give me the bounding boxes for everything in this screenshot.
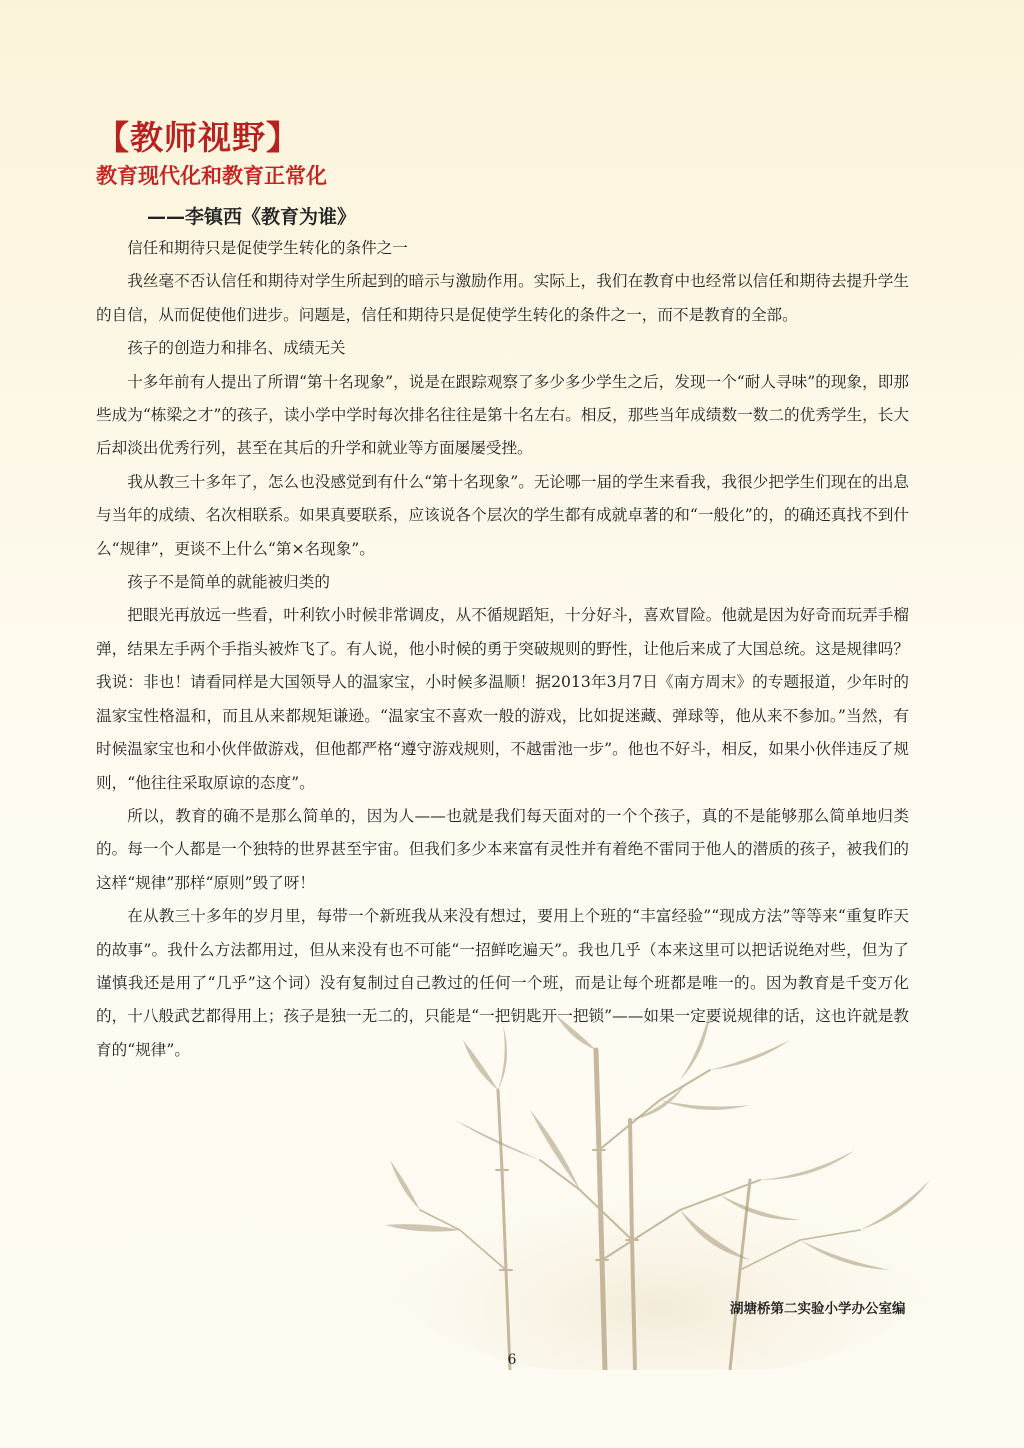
article-byline: ——李镇西《教育为谁》: [147, 206, 357, 228]
subheading-trust: 信任和期待只是促使学生转化的条件之一: [127, 239, 408, 257]
paragraph: 十多年前有人提出了所谓“第十名现象”，说是在跟踪观察了多少多少学生之后，发现一个“耐人寻味”的现象，即那些成为“栋梁之才”的孩子，读小学中学时每次排名往往是第十名左右。相反，那些当年成绩数一数二的优秀学生，长大后却淡出优秀行列，甚至在其后的升学和就业等方面屡屡受挫。: [96, 372, 909, 458]
paragraph: 在从教三十多年的岁月里，每带一个新班我从来没有想过，要用上个班的“丰富经验”“现成方法”等等来“重复昨天的故事”。我什么方法都用过，但从来没有也不可能“一招鲜吃遍天”。我也几乎（本来这里可以把话说绝对些，但为了谨慎我还是用了“几乎”这个词）没有复制过自己教过的任何一个班，而是让每个班都是唯一的。因为教育是千变万化的，十八般武艺都得用上；孩子是独一无二的，只能是“一把钥匙开一把锁”——如果一定要说规律的话，这也许就是教育的“规律”。: [96, 907, 909, 1059]
article-title: 教育现代化和教育正常化: [96, 164, 327, 188]
section-tag: 【教师视野】: [96, 118, 300, 157]
paragraph: 把眼光再放远一些看，叶利钦小时候非常调皮，从不循规蹈矩，十分好斗，喜欢冒险。他就是因为好奇而玩弄手榴弹，结果左手两个手指头被炸飞了。有人说，他小时候的勇于突破规则的野性，让他后来成了大国总统。这是规律吗？我说：非也！请看同样是大国领导人的温家宝，小时候多温顺！据2013年3月7日《南方周末》的专题报道，少年时的温家宝性格温和，而且从来都规矩谦逊。“温家宝不喜欢一般的游戏，比如捉迷藏、弹球等，他从来不参加。”当然，有时候温家宝也和小伙伴做游戏，但他都严格“遵守游戏规则，不越雷池一步”。他也不好斗，相反，如果小伙伴违反了规则，“他往往采取原谅的态度”。: [96, 606, 909, 792]
footer-credit: 湖塘桥第二实验小学办公室编: [730, 1301, 906, 1317]
paragraph: 所以，教育的确不是那么简单的，因为人——也就是我们每天面对的一个个孩子，真的不是能够那么简单地归类的。每一个人都是一个独特的世界甚至宇宙。但我们多少本来富有灵性并有着绝不雷同于他人的潜质的孩子，被我们的这样“规律”那样“原则”毁了呀！: [96, 806, 909, 892]
paragraph: 我从教三十多年了，怎么也没感觉到有什么“第十名现象”。无论哪一届的学生来看我，我很少把学生们现在的出息与当年的成绩、名次相联系。如果真要联系，应该说各个层次的学生都有成就卓著的和“一般化”的，的确还真找不到什么“规律”，更谈不上什么“第×名现象”。: [96, 472, 909, 558]
subheading-classification: 孩子不是简单的就能被归类的: [127, 573, 330, 592]
article-body: [96, 232, 909, 1067]
subheading-creativity: 孩子的创造力和排名、成绩无关: [127, 339, 346, 358]
paragraph: 我丝毫不否认信任和期待对学生所起到的暗示与激励作用。实际上，我们在教育中也经常以信任和期待去提升学生的自信，从而促使他们进步。问题是，信任和期待只是促使学生转化的条件之一，而不是教育的全部。: [96, 272, 909, 324]
page-number: 6: [507, 1352, 517, 1368]
